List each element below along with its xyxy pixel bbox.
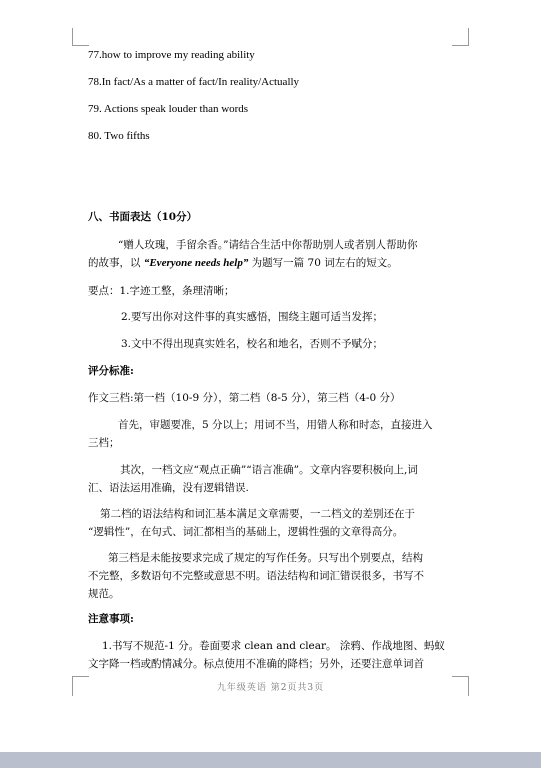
prompt-line-1: “赠人玫瑰，手留余香。”请结合生活中你帮助别人或者别人帮助你 [118, 239, 418, 251]
grading-p3-line-1: 第二档的语法结构和词汇基本满足文章需要，一二档文的差别还在于 [100, 508, 415, 520]
crop-mark-top-right-h [452, 45, 469, 46]
crop-mark-top-left [72, 28, 73, 45]
grading-p1-line-1: 首先，审题要准，5 分以上；用词不当，用错人称和时态，直接进入 [118, 419, 433, 431]
notes-line-2: 文字降一档或酌情减分。标点使用不准确的降档；另外，还要注意单词首 [88, 658, 424, 670]
window-bottom-bar [0, 752, 541, 768]
grading-p2-line-2: 汇、语法运用准确，没有逻辑错误. [88, 482, 249, 494]
notes-title: 注意事项: [88, 613, 134, 625]
prompt-line-2-start: 的故事，以 [88, 257, 141, 269]
answer-80: 80. Two fifths [88, 130, 150, 142]
crop-mark-top-left-h [72, 45, 89, 46]
page-footer: 九年级英语 第2页共3页 [216, 683, 325, 693]
grading-p4-line-2: 不完整，多数语句不完整或意思不明。语法结构和词汇错误很多，书写不 [88, 570, 424, 582]
grading-p2-line-1: 其次，一档文应“观点正确”“语言准确”。文章内容要积极向上,词 [120, 464, 418, 476]
requirements-item-2: 2.要写出你对这件事的真实感悟，围绕主题可适当发挥； [121, 311, 384, 323]
crop-mark-bottom-right-h [452, 676, 469, 677]
grading-p4-line-3: 规范。 [88, 588, 120, 600]
answer-78: 78.In fact/As a matter of fact/In reality/Actually [88, 76, 300, 88]
grading-p3-line-2: “逻辑性”，在句式、词汇都相当的基础上，逻辑性强的文章得高分。 [88, 526, 404, 538]
grading-p1-line-2: 三档； [88, 437, 120, 449]
grading-title: 评分标准: [88, 365, 134, 377]
crop-mark-top-right [468, 28, 469, 45]
grading-tiers: 作文三档:第一档（10-9 分），第二档（8-5 分），第三档（4-0 分） [88, 392, 401, 404]
notes-line-1: 1.书写不规范-1 分。卷面要求 clean and clear。 涂鸦、作战地图、蚂蚁 [102, 640, 445, 652]
essay-title: “Everyone needs help” [143, 257, 249, 269]
prompt-line-2 [88, 256, 460, 270]
section-title: 八、书面表达（10分） [88, 211, 198, 223]
requirements-item-1: 要点：1.字迹工整，条理清晰； [88, 285, 235, 297]
prompt-line-2-end: 为题写一篇 70 词左右的短文。 [251, 257, 398, 269]
requirements-item-3: 3.文中不得出现真实姓名，校名和地名，否则不予赋分； [121, 338, 384, 350]
answer-77: 77.how to improve my reading ability [88, 49, 255, 61]
grading-p4-line-1: 第三档是未能按要求完成了规定的写作任务。只写出个别要点，结构 [108, 552, 423, 564]
answer-79: 79. Actions speak louder than words [88, 103, 249, 115]
crop-mark-bottom-left-h [72, 676, 89, 677]
